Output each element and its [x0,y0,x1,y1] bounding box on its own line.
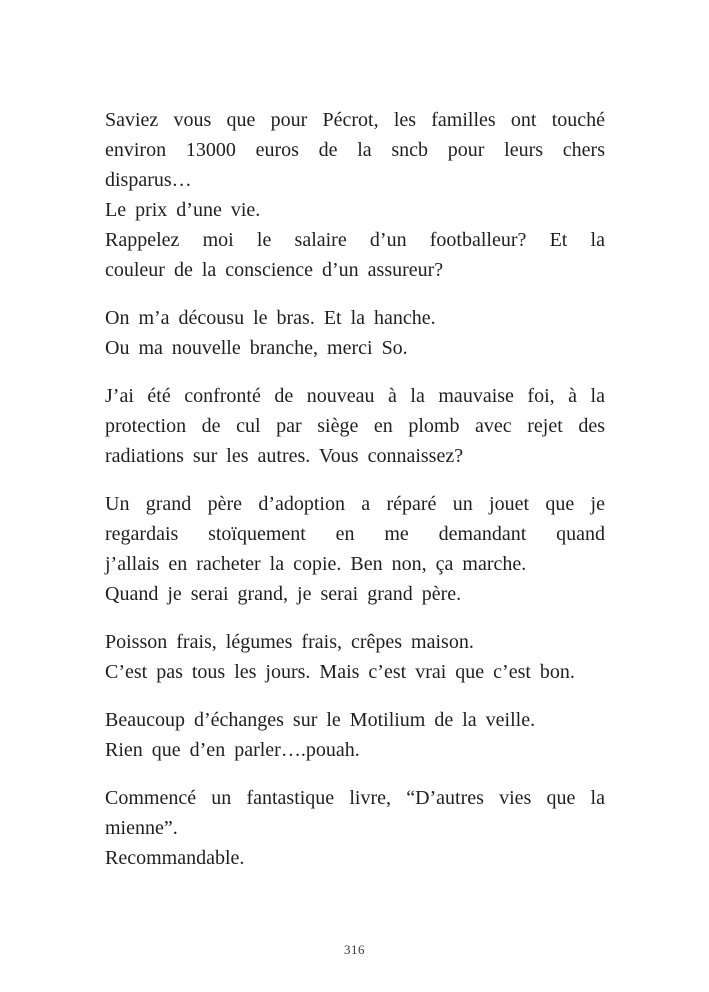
text-line: C’est pas tous les jours. Mais c’est vrai que c’est bon. [105,661,575,683]
text-line: Ou ma nouvelle branche, merci So. [105,337,408,359]
paragraph-group [105,705,605,765]
paragraph [105,195,605,225]
text-line: regardais stoïquement en me demandant quand [105,523,605,545]
paragraph-group [105,105,605,285]
paragraph [105,627,605,657]
text-line: Beaucoup d’échanges sur le Motilium de la veille. [105,709,536,731]
text-line: Recommandable. [105,847,245,869]
paragraph [105,657,605,687]
text-line: disparus… [105,169,192,191]
text-line: j’allais en racheter la copie. Ben non, ça marche. [105,553,527,575]
paragraph [105,381,605,471]
paragraph [105,225,605,285]
page-content [105,105,605,891]
paragraph-group [105,783,605,873]
paragraph [105,105,605,195]
paragraph [105,303,605,333]
text-line: mienne”. [105,817,178,839]
paragraph [105,579,605,609]
text-line: J’ai été confronté de nouveau à la mauvaise foi, à la [105,385,605,407]
paragraph [105,705,605,735]
text-line: Quand je serai grand, je serai grand père. [105,583,462,605]
page-footer [0,941,709,959]
paragraph-group [105,381,605,471]
text-line: Saviez vous que pour Pécrot, les familles ont touché [105,109,605,131]
text-line: Rien que d’en parler….pouah. [105,739,360,761]
text-line: environ 13000 euros de la sncb pour leurs chers [105,139,605,161]
text-line: On m’a décousu le bras. Et la hanche. [105,307,436,329]
paragraph-group [105,627,605,687]
paragraph [105,333,605,363]
text-line: Un grand père d’adoption a réparé un jouet que je [105,493,605,515]
text-line: Le prix d’une vie. [105,199,261,221]
paragraph-group [105,489,605,609]
page-number: 316 [344,942,365,957]
paragraph-group [105,303,605,363]
text-line: Poisson frais, légumes frais, crêpes maison. [105,631,474,653]
paragraph [105,783,605,843]
text-line: radiations sur les autres. Vous connaissez? [105,445,464,467]
text-line: Rappelez moi le salaire d’un footballeur? Et la [105,229,605,251]
paragraph [105,489,605,579]
text-line: couleur de la conscience d’un assureur? [105,259,444,281]
paragraph [105,843,605,873]
text-line: Commencé un fantastique livre, “D’autres vies que la [105,787,605,809]
text-line: protection de cul par siège en plomb avec rejet des [105,415,605,437]
paragraph [105,735,605,765]
